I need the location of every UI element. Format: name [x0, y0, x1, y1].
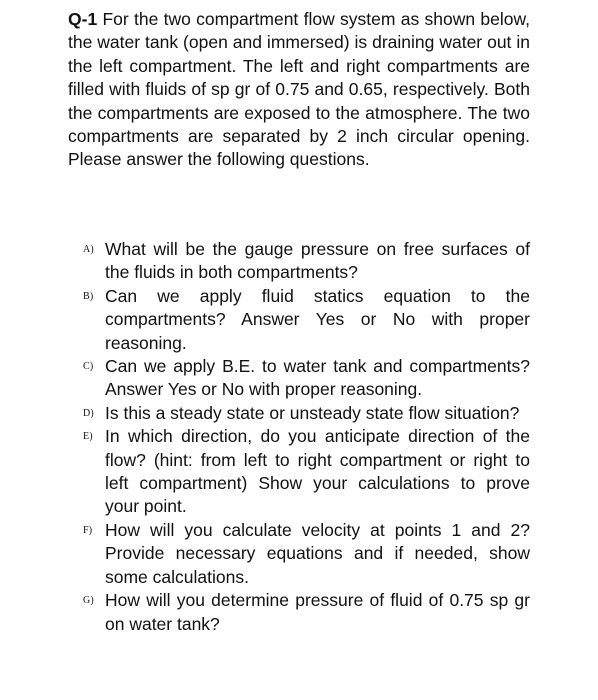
- part-a: [83, 238, 530, 285]
- part-label: F): [83, 524, 93, 536]
- part-label: G): [83, 595, 94, 607]
- part-label: E): [83, 431, 93, 443]
- part-label: B): [83, 290, 94, 302]
- part-label: D): [83, 407, 94, 419]
- part-text: Can we apply B.E. to water tank and compartments? Answer Yes or No with proper reasoning.: [105, 356, 530, 400]
- part-text: How will you calculate velocity at points 1 and 2? Provide necessary equations and if needed, show some calculations.: [105, 519, 530, 587]
- part-e: [83, 425, 530, 519]
- part-text: Is this a steady state or unsteady state flow situation?: [105, 402, 520, 423]
- question-block: [68, 8, 530, 172]
- part-f: [83, 519, 530, 589]
- question-text: For the two compartment flow system as shown below, the water tank (open and immersed) is draining water out in the left compartment. The left and right compartments are filled with fluids of sp gr of 0.75 and 0.65, respectively. Both the compartments are exposed to the atmosphere. The two compartments are separated by 2 inch circular opening. Please answer the following questions.: [68, 9, 530, 170]
- part-text: What will be the gauge pressure on free surfaces of the fluids in both compartments?: [105, 239, 530, 283]
- part-text: Can we apply fluid statics equation to the compartments? Answer Yes or No with proper reasoning.: [105, 285, 530, 353]
- part-label: C): [83, 361, 94, 373]
- part-b: [83, 285, 530, 355]
- part-d: [83, 402, 530, 425]
- question-number: Q-1: [68, 9, 98, 29]
- part-c: [83, 355, 530, 402]
- part-label: A): [83, 244, 94, 255]
- question-parts-list: [83, 238, 530, 636]
- part-g: [83, 589, 530, 636]
- part-text: How will you determine pressure of fluid of 0.75 sp gr on water tank?: [105, 590, 530, 634]
- part-text: In which direction, do you anticipate direction of the flow? (hint: from left to right compartment or right to left compartment) Show your calculations to prove your point.: [105, 426, 530, 517]
